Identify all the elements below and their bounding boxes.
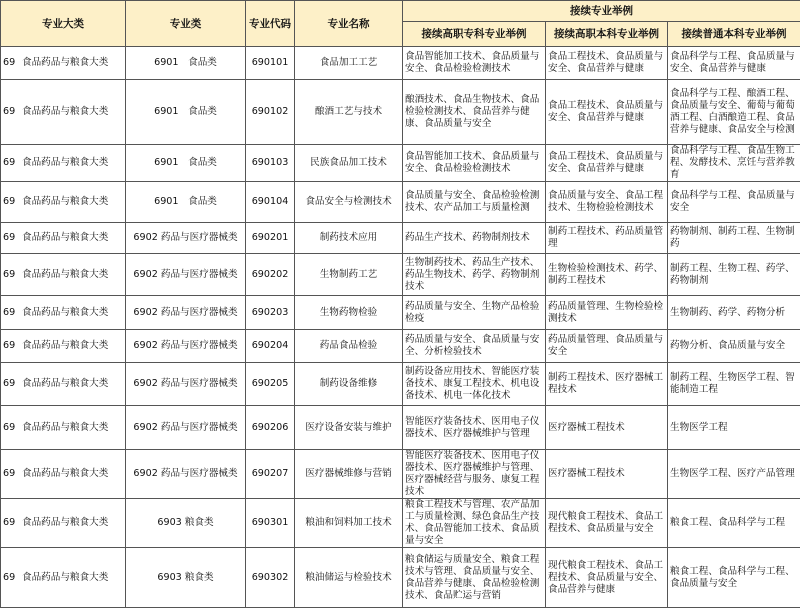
table-row <box>1 145 800 182</box>
major-code: 69 <box>3 196 22 208</box>
major-code: 69 <box>3 340 22 352</box>
cell-code: 690101 <box>246 47 295 80</box>
cell-name: 生物制药工艺 <box>295 254 403 296</box>
cell-category: 6902 药品与医疗器械类 <box>126 254 246 296</box>
major-name: 食品药品与粮食大类 <box>22 57 108 68</box>
header-major-category: 专业大类 <box>1 1 126 47</box>
cell-name: 粮油储运与检验技术 <box>295 548 403 608</box>
cell-category: 6903 粮食类 <box>126 499 246 548</box>
cell-cont-regular-undergrad: 药物制剂、制药工程、生物制药 <box>668 223 800 254</box>
cell-cont-vocational-undergrad: 制药工程技术、医疗器械工程技术 <box>546 363 668 406</box>
header-name: 专业名称 <box>295 1 403 47</box>
cell-cont-vocational-undergrad: 生物检验检测技术、药学、制药工程技术 <box>546 254 668 296</box>
cell-cont-vocational-undergrad: 药品质量管理、生物检验检测技术 <box>546 296 668 330</box>
cell-cont-regular-undergrad: 粮食工程、食品科学与工程 <box>668 499 800 548</box>
major-code: 69 <box>3 307 22 319</box>
cell-category: 6902 药品与医疗器械类 <box>126 223 246 254</box>
cell-cont-vocational-undergrad: 制药工程技术、药品质量管理 <box>546 223 668 254</box>
cell-cont-vocational-undergrad: 食品工程技术、食品质量与安全、食品营养与健康 <box>546 145 668 182</box>
table-row <box>1 223 800 254</box>
cell-major-category <box>1 47 126 80</box>
cell-cont-higher-vocational: 食品质量与安全、食品检验检测技术、农产品加工与质量检测 <box>403 182 546 223</box>
cell-cont-higher-vocational: 粮食储运与质量安全、粮食工程技术与管理、食品质量与安全、食品营养与健康、食品检验检测技术、食品贮运与营销 <box>403 548 546 608</box>
major-code: 69 <box>3 378 22 390</box>
cell-category: 6902 药品与医疗器械类 <box>126 450 246 499</box>
major-code: 69 <box>3 422 22 434</box>
cell-cont-vocational-undergrad: 医疗器械工程技术 <box>546 450 668 499</box>
cell-major-category <box>1 363 126 406</box>
table-row <box>1 80 800 145</box>
cell-category: 6901 食品类 <box>126 182 246 223</box>
cell-cont-regular-undergrad: 生物医学工程 <box>668 406 800 450</box>
header-cont-higher-vocational: 接续高职专科专业举例 <box>403 22 546 47</box>
table-body <box>1 47 800 608</box>
cell-category: 6902 药品与医疗器械类 <box>126 330 246 363</box>
cell-cont-regular-undergrad: 食品科学与工程、酿酒工程、食品质量与安全、葡萄与葡萄酒工程、白酒酿造工程、食品营养与健康、食品安全与检测 <box>668 80 800 145</box>
table-row <box>1 182 800 223</box>
cell-category: 6901 食品类 <box>126 80 246 145</box>
major-name: 食品药品与粮食大类 <box>22 468 108 479</box>
major-code: 69 <box>3 157 22 169</box>
cell-major-category <box>1 450 126 499</box>
header-continuation: 接续专业举例 <box>403 1 800 22</box>
cell-cont-higher-vocational: 智能医疗装备技术、医用电子仪器技术、医疗器械维护与管理 <box>403 406 546 450</box>
cell-code: 690207 <box>246 450 295 499</box>
table-header <box>1 1 800 47</box>
cell-cont-vocational-undergrad: 食品工程技术、食品质量与安全、食品营养与健康 <box>546 80 668 145</box>
cell-cont-higher-vocational: 药品质量与安全、生物产品检验检疫 <box>403 296 546 330</box>
header-category: 专业类 <box>126 1 246 47</box>
cell-name: 粮油和饲料加工技术 <box>295 499 403 548</box>
cell-cont-vocational-undergrad: 食品工程技术、食品质量与安全、食品营养与健康 <box>546 47 668 80</box>
cell-cont-higher-vocational: 生物制药技术、药品生产技术、药品生物技术、药学、药物制剂技术 <box>403 254 546 296</box>
cell-cont-regular-undergrad: 制药工程、生物工程、药学、药物制剂 <box>668 254 800 296</box>
cell-cont-higher-vocational: 制药设备应用技术、智能医疗装备技术、康复工程技术、机电设备技术、机电一体化技术 <box>403 363 546 406</box>
cell-cont-higher-vocational: 药品质量与安全、食品质量与安全、分析检验技术 <box>403 330 546 363</box>
cell-cont-vocational-undergrad: 药品质量管理、食品质量与安全 <box>546 330 668 363</box>
cell-code: 690201 <box>246 223 295 254</box>
major-code: 69 <box>3 106 22 118</box>
major-name: 食品药品与粮食大类 <box>22 517 108 528</box>
major-name: 食品药品与粮食大类 <box>22 269 108 280</box>
cell-name: 食品安全与检测技术 <box>295 182 403 223</box>
cell-category: 6902 药品与医疗器械类 <box>126 296 246 330</box>
major-name: 食品药品与粮食大类 <box>22 340 108 351</box>
cell-major-category <box>1 182 126 223</box>
major-code: 69 <box>3 572 22 584</box>
cell-code: 690202 <box>246 254 295 296</box>
cell-code: 690206 <box>246 406 295 450</box>
cell-major-category <box>1 145 126 182</box>
cell-cont-higher-vocational: 智能医疗装备技术、医用电子仪器技术、医疗器械维护与管理、医疗器械经营与服务、康复工程技术 <box>403 450 546 499</box>
cell-cont-regular-undergrad: 药物分析、食品质量与安全 <box>668 330 800 363</box>
cell-name: 酿酒工艺与技术 <box>295 80 403 145</box>
major-name: 食品药品与粮食大类 <box>22 157 108 168</box>
cell-cont-regular-undergrad: 食品科学与工程、食品质量与安全、食品营养与健康 <box>668 47 800 80</box>
major-name: 食品药品与粮食大类 <box>22 232 108 243</box>
cell-name: 医疗设备安装与维护 <box>295 406 403 450</box>
cell-category: 6902 药品与医疗器械类 <box>126 363 246 406</box>
table-row <box>1 450 800 499</box>
header-code: 专业代码 <box>246 1 295 47</box>
table-row <box>1 406 800 450</box>
cell-major-category <box>1 254 126 296</box>
cell-name: 医疗器械维修与营销 <box>295 450 403 499</box>
cell-major-category <box>1 548 126 608</box>
major-name: 食品药品与粮食大类 <box>22 422 108 433</box>
cell-cont-higher-vocational: 药品生产技术、药物制剂技术 <box>403 223 546 254</box>
cell-cont-vocational-undergrad: 食品质量与安全、食品工程技术、生物检验检测技术 <box>546 182 668 223</box>
cell-major-category <box>1 499 126 548</box>
cell-name: 制药技术应用 <box>295 223 403 254</box>
major-name: 食品药品与粮食大类 <box>22 307 108 318</box>
header-cont-regular-undergrad: 接续普通本科专业举例 <box>668 22 800 47</box>
major-name: 食品药品与粮食大类 <box>22 106 108 117</box>
cell-cont-vocational-undergrad: 医疗器械工程技术 <box>546 406 668 450</box>
cell-code: 690102 <box>246 80 295 145</box>
cell-cont-higher-vocational: 粮食工程技术与管理、农产品加工与质量检测、绿色食品生产技术、食品智能加工技术、食品质量与安全 <box>403 499 546 548</box>
cell-code: 690203 <box>246 296 295 330</box>
major-name: 食品药品与粮食大类 <box>22 196 108 207</box>
cell-cont-higher-vocational: 食品智能加工技术、食品质量与安全、食品检验检测技术 <box>403 47 546 80</box>
cell-cont-regular-undergrad: 粮食工程、食品科学与工程、食品质量与安全 <box>668 548 800 608</box>
major-code: 69 <box>3 517 22 529</box>
cell-code: 690301 <box>246 499 295 548</box>
cell-major-category <box>1 223 126 254</box>
major-code: 69 <box>3 269 22 281</box>
table-row <box>1 330 800 363</box>
cell-major-category <box>1 296 126 330</box>
table-row <box>1 47 800 80</box>
cell-name: 民族食品加工技术 <box>295 145 403 182</box>
major-name: 食品药品与粮食大类 <box>22 572 108 583</box>
cell-cont-regular-undergrad: 生物医学工程、医疗产品管理 <box>668 450 800 499</box>
major-code: 69 <box>3 468 22 480</box>
cell-major-category <box>1 406 126 450</box>
major-code: 69 <box>3 57 22 69</box>
major-name: 食品药品与粮食大类 <box>22 378 108 389</box>
cell-code: 690103 <box>246 145 295 182</box>
header-cont-vocational-undergrad: 接续高职本科专业举例 <box>546 22 668 47</box>
cell-cont-regular-undergrad: 生物制药、药学、药物分析 <box>668 296 800 330</box>
cell-name: 生物药物检验 <box>295 296 403 330</box>
table-row <box>1 254 800 296</box>
cell-category: 6901 食品类 <box>126 47 246 80</box>
cell-cont-higher-vocational: 酿酒技术、食品生物技术、食品检验检测技术、食品营养与健康、食品质量与安全 <box>403 80 546 145</box>
cell-code: 690204 <box>246 330 295 363</box>
cell-category: 6902 药品与医疗器械类 <box>126 406 246 450</box>
cell-cont-vocational-undergrad: 现代粮食工程技术、食品工程技术、食品质量与安全、食品营养与健康 <box>546 548 668 608</box>
cell-major-category <box>1 80 126 145</box>
cell-name: 食品加工工艺 <box>295 47 403 80</box>
cell-cont-regular-undergrad: 制药工程、生物医学工程、智能制造工程 <box>668 363 800 406</box>
cell-cont-regular-undergrad: 食品科学与工程、食品质量与安全 <box>668 182 800 223</box>
cell-category: 6903 粮食类 <box>126 548 246 608</box>
table-row <box>1 499 800 548</box>
cell-code: 690205 <box>246 363 295 406</box>
table-row <box>1 296 800 330</box>
major-code: 69 <box>3 232 22 244</box>
cell-code: 690302 <box>246 548 295 608</box>
cell-cont-vocational-undergrad: 现代粮食工程技术、食品工程技术、食品质量与安全 <box>546 499 668 548</box>
table-row <box>1 363 800 406</box>
cell-cont-higher-vocational: 食品智能加工技术、食品质量与安全、食品检验检测技术 <box>403 145 546 182</box>
cell-cont-regular-undergrad: 食品科学与工程、食品生物工程、发酵技术、烹饪与营养教育 <box>668 145 800 182</box>
cell-name: 制药设备维修 <box>295 363 403 406</box>
cell-code: 690104 <box>246 182 295 223</box>
cell-name: 药品食品检验 <box>295 330 403 363</box>
table-row <box>1 548 800 608</box>
cell-category: 6901 食品类 <box>126 145 246 182</box>
cell-major-category <box>1 330 126 363</box>
